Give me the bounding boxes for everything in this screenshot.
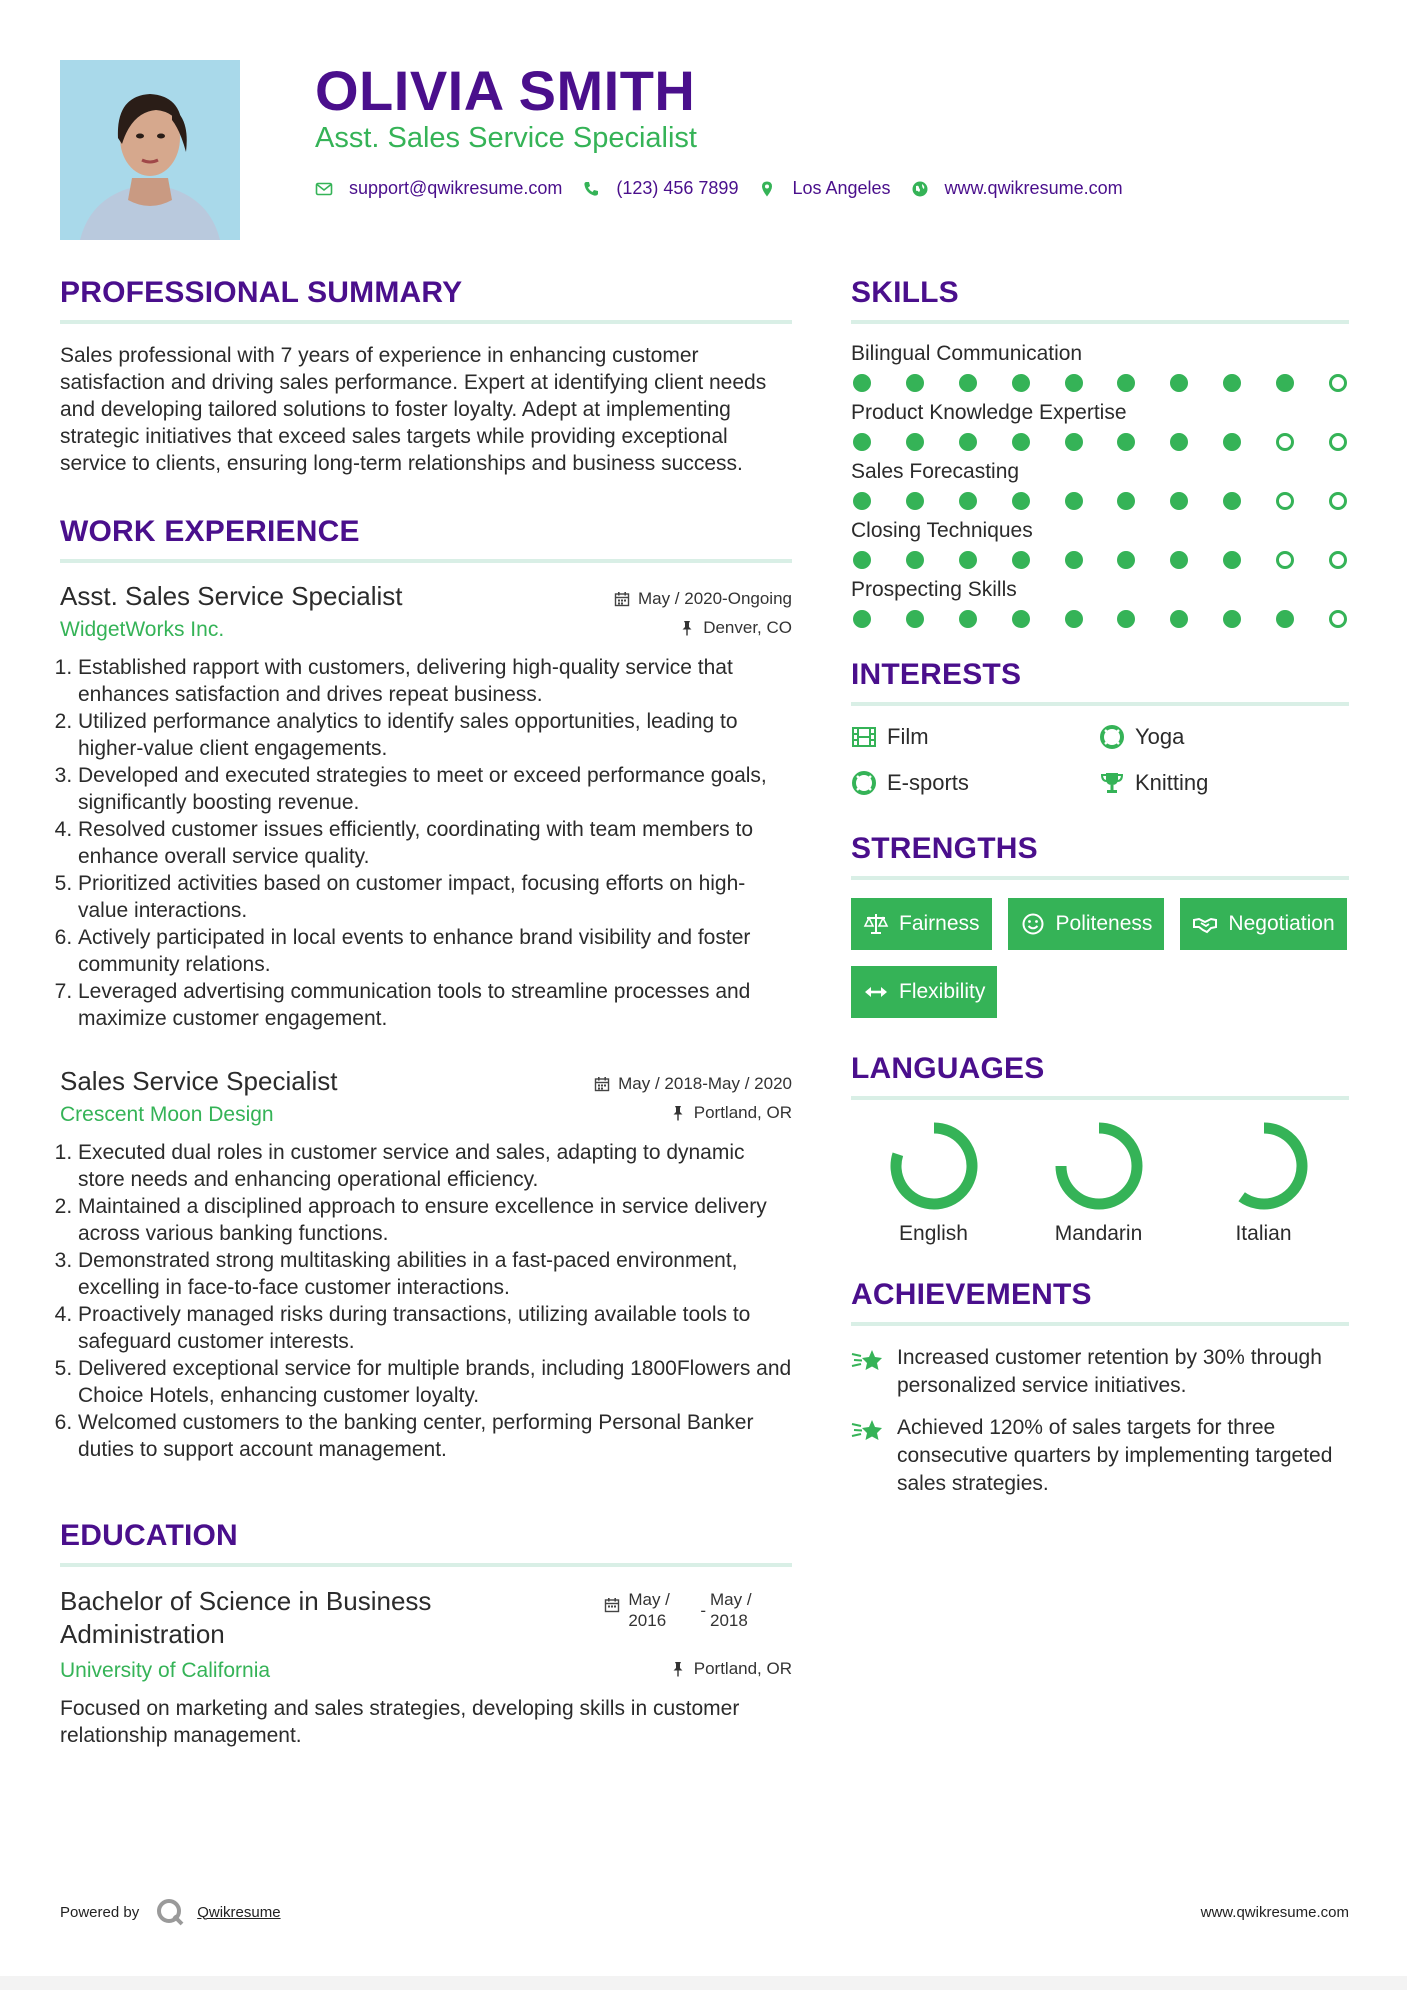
rating-dot-filled [1012,433,1030,451]
job-title: Asst. Sales Service Specialist [60,581,403,611]
skill-item [851,460,1349,510]
rating-dot-filled [1223,374,1241,392]
rating-dot-filled [1117,551,1135,569]
job-dates-text: May / 2020-Ongoing [637,589,792,608]
shooting-star-icon [851,1346,885,1374]
rating-dot-empty [1276,433,1294,451]
rating-dot-filled [1223,610,1241,628]
languages-heading: LANGUAGES [851,1052,1349,1100]
job-bullet: 4. Proactively managed risks during transactions, utilizing available tools to safeguard customer interests. [78,1301,792,1355]
rating-dot-filled [1223,433,1241,451]
skill-name: Closing Techniques [851,519,1033,542]
balance-scale-icon [863,911,889,937]
left-column [60,276,792,1749]
strength-badge [851,966,997,1018]
job-location-text: Portland, OR [693,1103,792,1122]
strengths-list [851,898,1349,1018]
interests-section [851,658,1349,796]
language-item [851,1118,1016,1246]
skill-rating [851,610,1349,628]
rating-dot-filled [853,551,871,569]
job-bullet: 1. Established rapport with customers, delivering high-quality service that enhances satisfaction and drives repeat business. [78,654,792,708]
rating-dot-filled [959,374,977,392]
footer-website[interactable]: www.qwikresume.com [1200,1904,1349,1921]
rating-dot-filled [959,433,977,451]
rating-dot-filled [906,551,924,569]
experience-section [60,515,792,1463]
rating-dot-filled [906,610,924,628]
rating-dot-filled [1170,610,1188,628]
language-name: Mandarin [1054,1222,1143,1245]
education-location [670,1659,792,1679]
rating-dot-empty [1329,374,1347,392]
map-marker-icon [758,180,776,198]
achievements-heading: ACHIEVEMENTS [851,1278,1349,1326]
lifebuoy-icon [851,770,877,796]
rating-dot-filled [1170,374,1188,392]
skill-rating [851,492,1349,510]
job-dates [614,589,792,609]
rating-dot-filled [853,374,871,392]
candidate-title: Asst. Sales Service Specialist [315,122,697,154]
rating-dot-filled [1065,433,1083,451]
interest-item [851,770,1099,796]
rating-dot-filled [1012,610,1030,628]
rating-dot-empty [1329,492,1347,510]
skill-rating [851,551,1349,569]
rating-dot-filled [906,492,924,510]
contact-phone-text: (123) 456 7899 [616,178,739,198]
rating-dot-filled [1170,433,1188,451]
rating-dot-filled [1117,433,1135,451]
languages-section [851,1052,1349,1246]
skill-rating [851,374,1349,392]
strength-label: Negotiation [1228,912,1335,935]
calendar-icon [594,1076,610,1092]
job-bullet: 5. Delivered exceptional service for multiple brands, including 1800Flowers and Choice Hotels, enhancing customer loyalty. [78,1355,792,1409]
languages-list [851,1118,1349,1246]
skill-name: Sales Forecasting [851,460,1020,483]
skill-name: Bilingual Communication [851,342,1083,365]
language-progress-ring [886,1118,982,1214]
rating-dot-filled [1223,492,1241,510]
job-bullet: 2. Utilized performance analytics to identify sales opportunities, leading to higher-value client engagements. [78,708,792,762]
experience-heading: WORK EXPERIENCE [60,515,792,563]
interests-heading: INTERESTS [851,658,1349,706]
skills-heading: SKILLS [851,276,1349,324]
language-progress-ring [1216,1118,1312,1214]
language-progress-arc [1061,1128,1137,1204]
job-title: Sales Service Specialist [60,1066,338,1096]
education-description: Focused on marketing and sales strategies, developing skills in customer relationship management. [60,1697,740,1747]
strength-badge [1008,898,1165,950]
job-bullet: 3. Developed and executed strategies to meet or exceed performance goals, significantly boosting revenue. [78,762,792,816]
contact-bar [315,178,1143,199]
envelope-icon [315,180,333,198]
rating-dot-filled [1065,374,1083,392]
rating-dot-filled [1012,492,1030,510]
education-heading: EDUCATION [60,1519,792,1567]
contact-website-text: www.qwikresume.com [944,178,1123,198]
contact-email[interactable] [315,178,562,199]
degree-title: Bachelor of Science in Business Administration [60,1586,432,1649]
strength-badge [1180,898,1346,950]
job-bullet: 2. Maintained a disciplined approach to ensure excellence in service delivery across various banking functions. [78,1193,792,1247]
rating-dot-filled [1065,551,1083,569]
footer-powered [60,1897,281,1927]
achievement-item [851,1414,1349,1498]
achievements-section [851,1278,1349,1498]
trophy-icon [1099,770,1125,796]
rating-dot-filled [1117,374,1135,392]
smile-icon [1020,911,1046,937]
rating-dot-filled [853,610,871,628]
job-bullets [60,654,792,1032]
rating-dot-filled [906,374,924,392]
lifebuoy-icon [1099,724,1125,750]
job-bullet: 7. Leveraged advertising communication tools to streamline processes and maximize customer engagement. [78,978,792,1032]
interest-item [1099,770,1349,796]
education-start: May / 2016 [628,1590,670,1630]
portrait-image [60,60,240,240]
job-entry [60,581,792,1032]
rating-dot-filled [1117,610,1135,628]
contact-phone[interactable] [582,178,738,199]
skills-list [851,342,1349,628]
rating-dot-filled [1170,492,1188,510]
rating-dot-filled [1223,551,1241,569]
powered-by-text: Powered by [60,1903,140,1921]
rating-dot-empty [1276,551,1294,569]
interests-grid [851,724,1349,796]
language-item [1016,1118,1181,1246]
job-dates [594,1074,792,1094]
strength-label: Flexibility [899,980,986,1003]
job-dates-text: May / 2018-May / 2020 [618,1074,792,1093]
shooting-star-icon [851,1416,885,1444]
summary-text: Sales professional with 7 years of experience in enhancing customer satisfaction and driving sales performance. Expert at identifying client needs and developing tailored solutions to foster loyalty. Adept at implementing strategic initiatives that exceed sales targets while providing exceptional service to clients, ensuring long-term relationships and business success. [60,344,767,475]
brand-link[interactable]: Qwikresume [197,1903,281,1921]
job-bullet: 1. Executed dual roles in customer service and sales, adapting to dynamic store needs and enhancing operational efficiency. [78,1139,792,1193]
handshake-icon [1192,911,1218,937]
company-name: Crescent Moon Design [60,1103,274,1126]
skill-rating [851,433,1349,451]
language-name: English [899,1222,968,1245]
rating-dot-filled [906,433,924,451]
interest-label: E-sports [887,770,969,795]
skill-item [851,578,1349,628]
rating-dot-filled [853,492,871,510]
language-progress-arc [1241,1128,1301,1204]
rating-dot-filled [1012,374,1030,392]
job-bullet: 6. Actively participated in local events to enhance brand visibility and foster community relations. [78,924,792,978]
rating-dot-filled [959,551,977,569]
achievement-text: Increased customer retention by 30% through personalized service initiatives. [897,1346,1322,1397]
company-name: WidgetWorks Inc. [60,618,225,641]
language-name: Italian [1235,1222,1292,1245]
education-location-text: Portland, OR [693,1659,792,1678]
pushpin-icon [670,1105,686,1121]
rating-dot-filled [1117,492,1135,510]
rating-dot-empty [1276,492,1294,510]
strength-label: Politeness [1055,912,1153,935]
job-bullet: 4. Resolved customer issues efficiently, coordinating with team members to enhance overall service quality. [78,816,792,870]
rating-dot-filled [1012,551,1030,569]
skill-name: Product Knowledge Expertise [851,401,1127,424]
education-end: May / 2018 [710,1590,752,1630]
interest-label: Knitting [1135,770,1209,795]
rating-dot-filled [959,492,977,510]
achievement-item [851,1344,1349,1400]
rating-dot-filled [959,610,977,628]
achievement-text: Achieved 120% of sales targets for three consecutive quarters by implementing targeted sales strategies. [897,1416,1333,1495]
skill-name: Prospecting Skills [851,578,1017,601]
skills-section [851,276,1349,628]
pushpin-icon [670,1661,686,1677]
film-icon [851,724,877,750]
phone-icon [582,180,600,198]
strengths-section [851,832,1349,1018]
calendar-icon [604,1597,620,1613]
language-progress-ring [1051,1118,1147,1214]
date-separator: - [700,1601,706,1620]
rating-dot-filled [1065,610,1083,628]
skill-item [851,519,1349,569]
rating-dot-filled [1170,551,1188,569]
interest-label: Yoga [1135,724,1185,749]
job-location [670,1103,792,1123]
rating-dot-empty [1329,433,1347,451]
pushpin-icon [679,620,695,636]
contact-website[interactable] [911,178,1123,199]
education-section [60,1519,792,1749]
job-bullet: 6. Welcomed customers to the banking center, performing Personal Banker duties to support account management. [78,1409,792,1463]
school-name: University of California [60,1659,271,1682]
bottom-strip [0,1976,1407,1990]
calendar-icon [614,591,630,607]
job-bullet: 3. Demonstrated strong multitasking abilities in a fast-paced environment, excelling in face-to-face customer interactions. [78,1247,792,1301]
contact-email-text: support@qwikresume.com [349,178,563,198]
education-dates [604,1589,764,1631]
language-progress-arc [896,1128,972,1204]
rating-dot-filled [853,433,871,451]
job-entry [60,1066,792,1463]
arrows-h-icon [863,979,889,1005]
language-item [1181,1118,1346,1246]
strengths-heading: STRENGTHS [851,832,1349,880]
interest-item [851,724,1099,750]
job-bullet: 5. Prioritized activities based on customer impact, focusing efforts on high-value interactions. [78,870,792,924]
strength-label: Fairness [899,912,980,935]
globe-icon [911,180,929,198]
interest-label: Film [887,724,929,749]
rating-dot-filled [1065,492,1083,510]
rating-dot-empty [1329,610,1347,628]
rating-dot-filled [1276,610,1294,628]
interest-item [1099,724,1349,750]
strength-badge [851,898,992,950]
job-location-text: Denver, CO [703,618,792,637]
summary-heading: PROFESSIONAL SUMMARY [60,276,792,324]
rating-dot-filled [1276,374,1294,392]
summary-section [60,276,792,477]
job-bullets [60,1139,792,1463]
candidate-name: OLIVIA SMITH [315,59,696,122]
skill-item [851,342,1349,392]
contact-location-text: Los Angeles [792,178,891,198]
job-location [679,618,792,638]
contact-location [758,178,890,199]
profile-photo [60,60,240,240]
qwikresume-logo-icon [155,1897,185,1927]
right-column [851,276,1349,1512]
skill-item [851,401,1349,451]
rating-dot-empty [1329,551,1347,569]
